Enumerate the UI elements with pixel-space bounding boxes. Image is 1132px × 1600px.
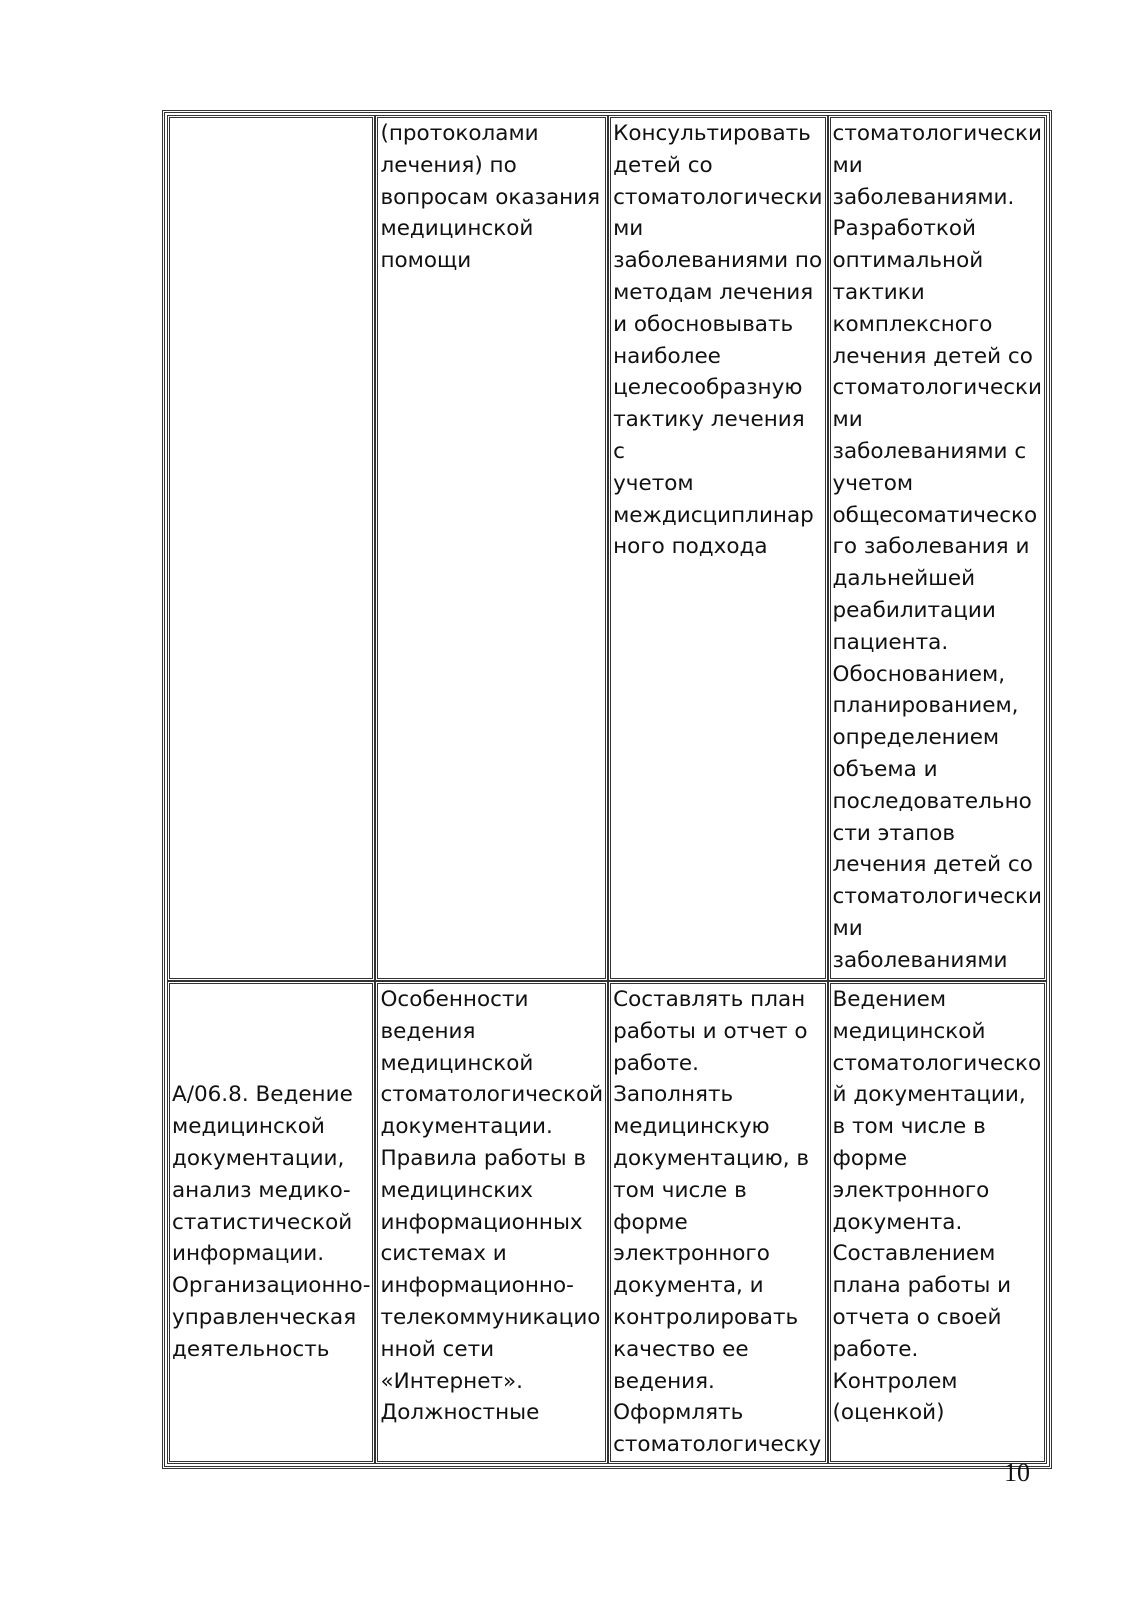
table-cell-knowledge: (протоколами лечения) по вопросам оказания медицинской помощи — [377, 117, 606, 979]
competency-table — [164, 112, 1050, 1467]
table-cell-mastery: стоматологически ми заболеваниями. Разработкой оптимальной тактики комплексного лечения детей со стоматологически ми заболеваниями с учетом общесоматическо го заболевания и дальнейшей реабилитации пациента. Обоснованием, планированием, определением объема и последовательно сти этапов лечения детей со стоматологически ми заболеваниями — [830, 117, 1045, 979]
table-row — [169, 983, 1045, 1462]
page-number: 10 — [1004, 1458, 1030, 1487]
table-cell-code: А/06.8. Ведение медицинской документации, анализ медико- статистической информации. Организационно- управленческая деятельность — [169, 983, 373, 1462]
table-cell-skills: Консультировать детей со стоматологически ми заболеваниями по методам лечения и обосновывать наиболее целесообразную тактику лечения с учетом междисциплинар ного подхода — [610, 117, 825, 979]
table-cell-code — [169, 117, 373, 979]
table-row — [169, 117, 1045, 979]
table-cell-knowledge: Особенности ведения медицинской стоматологической документации. Правила работы в медицинских информационных системах и информационно- телекоммуникацио нной сети «Интернет». Должностные — [377, 983, 606, 1462]
table-cell-skills: Составлять план работы и отчет о работе. Заполнять медицинскую документацию, в том числе в форме электронного документа, и контролировать качество ее ведения. Оформлять стоматологическу — [610, 983, 825, 1462]
table-cell-mastery: Ведением медицинской стоматологическо й документации, в том числе в форме электронного документа. Составлением плана работы и отчета о своей работе. Контролем (оценкой) — [830, 983, 1045, 1462]
